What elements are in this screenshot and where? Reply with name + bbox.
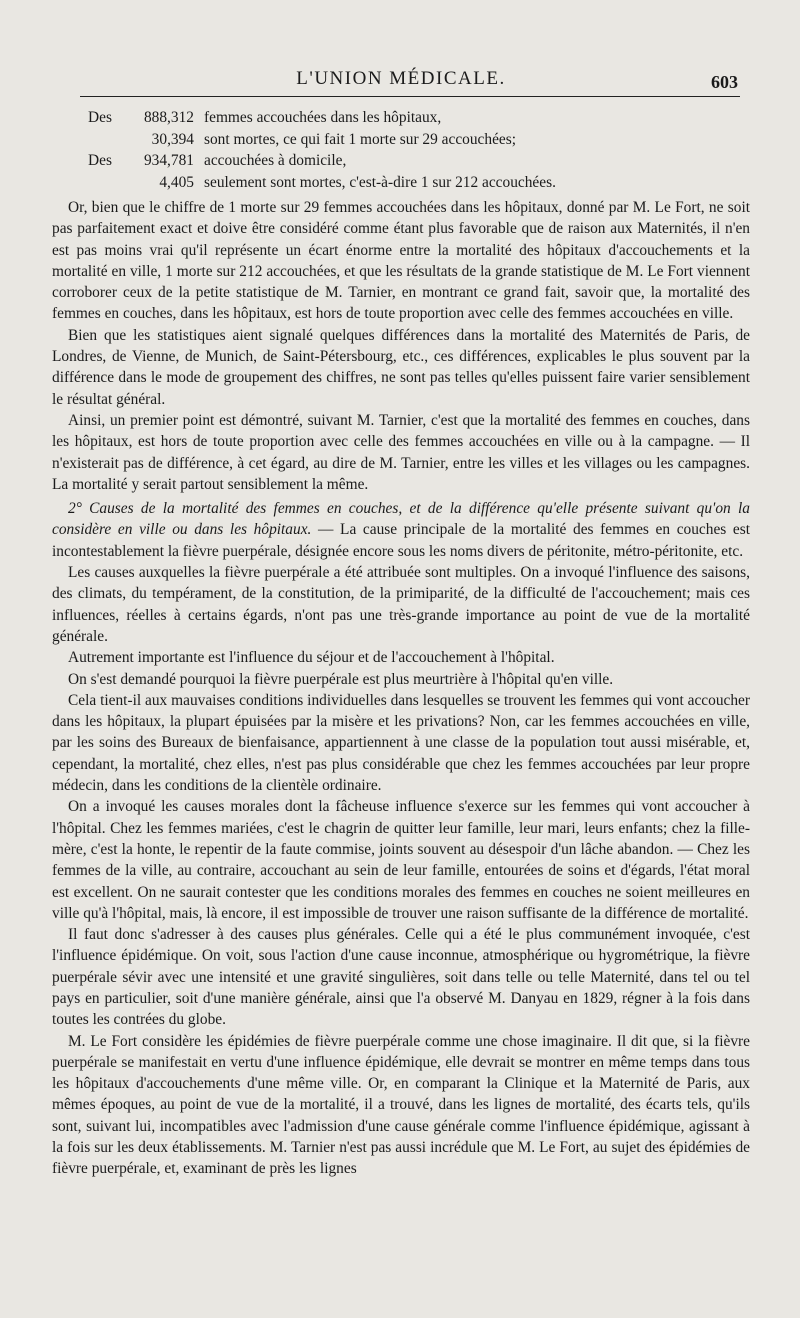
stat-number: 934,781 (143, 152, 194, 169)
section-text: — La cause principale de la mortalité des femmes en couches est incontestablement la fièvre puerpérale, désignée encore sous les noms divers de péritonite, métro-péritonite, etc. (52, 521, 751, 560)
stat-lead: Des (88, 109, 112, 126)
stat-lead (88, 129, 130, 151)
paragraph: Ainsi, un premier point est démontré, suivant M. Tarnier, c'est que la mortalité des femmes en couches, dans les hôpitaux, est hors de toute proportion avec celle des femmes accouchées en ville ou à la campagne. — Il n'existerait pas de différence, à cet égard, au dire de M. Tarnier, entre les villes et les villages ou les campagnes. La mortalité y serait partout sensiblement la même. (52, 411, 750, 493)
paragraph: Autrement importante est l'influence du séjour et de l'accouchement à l'hôpital. (68, 649, 555, 667)
paragraph: Les causes auxquelles la fièvre puerpérale a été attribuée sont multiples. On a invoqué l'influence des saisons, des climats, du tempérament, de la constitution, de la primiparité, de la difficulté de l'accouchement; mais ces influences, réelles à certains égards, n'ont pas une très-grande importance au point de vue de la mortalité générale. (52, 564, 750, 645)
stat-lead (88, 172, 130, 194)
stat-row (88, 107, 750, 129)
stat-text: femmes accouchées dans les hôpitaux, (204, 109, 442, 126)
page-header (52, 60, 750, 96)
paragraph: Bien que les statistiques aient signalé quelques différences dans la mortalité des Maternités de Paris, de Londres, de Vienne, de Munich, de Saint-Pétersbourg, etc., ces différences, explicables le plus souvent par la différence dans le mode de groupement des chiffres, ne sont pas telles qu'elles puissent faire varier sensiblement le résultat général. (52, 326, 750, 408)
stat-text: sont mortes, ce qui fait 1 morte sur 29 accouchées; (204, 130, 516, 148)
stat-row (88, 129, 750, 151)
stat-text: accouchées à domicile, (204, 152, 347, 169)
statistics-block (88, 107, 750, 193)
stat-row (88, 150, 750, 172)
paragraph: M. Le Fort considère les épidémies de fièvre puerpérale comme une chose imaginaire. Il dit que, si la fièvre puerpérale se manifestait en vertu d'une influence épidémique, elle devrait se montrer en même temps dans tous les hôpitaux d'accouchements d'une même ville. Or, en comparant la Clinique et la Maternité de Paris, aux mêmes époques, au point de vue de la mortalité, il a trouvé, dans les lignes de mortalité, des écarts tels, qu'ils sont, suivant lui, incompatibles avec l'admission d'une cause générale comme l'influence épidémique, agissant à la fois sur les deux établissements. M. Tarnier n'est pas aussi incrédule que M. Le Fort, au sujet des épidémies de fièvre puerpérale, et, examinant de près les lignes (52, 1032, 750, 1178)
stat-lead: Des (88, 152, 112, 169)
stat-text: seulement sont mortes, c'est-à-dire 1 sur 212 accouchées. (204, 173, 556, 191)
header-rule (80, 96, 740, 97)
section-heading: 2° Causes de la mortalité des femmes en couches, et de la différence qu'elle présente suivant qu'on la considère en ville ou dans les hôpitaux. (52, 500, 750, 539)
paragraph: Cela tient-il aux mauvaises conditions individuelles dans lesquelles se trouvent les femmes qui vont accoucher dans les hôpitaux, la plupart épuisées par la misère et les privations? Non, car les femmes accouchées en ville, par les soins des Bureaux de bienfaisance, appartiennent à une classe de la population tout aussi misérable, et, cependant, la mortalité, chez elles, n'est pas plus considérable que chez les femmes accouchées par leur propre médecin, dans les conditions de la clientèle ordinaire. (52, 691, 750, 795)
stat-number: 4,405 (159, 173, 194, 191)
stat-number: 888,312 (143, 109, 194, 126)
stat-number: 30,394 (151, 130, 194, 148)
paragraph: Il faut donc s'adresser à des causes plus générales. Celle qui a été le plus communément invoquée, c'est l'influence épidémique. On voit, sous l'action d'une cause inconnue, atmosphérique ou hygrométrique, la fièvre puerpérale sévir avec une intensité et une gravité singulières, soit dans telle ou telle Maternité, dans tel ou tel pays en particulier, soit d'une manière générale, ainsi que l'a observé M. Danyau en 1829, régner à la fois dans toutes les contrées du globe. (52, 926, 750, 1029)
paragraph: Or, bien que le chiffre de 1 morte sur 29 femmes accouchées dans les hôpitaux, donné par M. Le Fort, ne soit pas parfaitement exact et doive être considéré comme étant plus favorable que de raison aux Maternités, il n'en est pas moins vrai qu'il représente un écart énorme entre la mortalité des hôpitaux d'accouchements et la mortalité en ville, 1 morte sur 212 accouchées, et que les résultats de la grande statistique de M. Le Fort viennent corroborer ceux de la petite statistique de M. Tarnier, en montrant ce grand fait, savoir que, la mortalité des femmes en couches, dans les hôpitaux, est hors de toute proportion avec celle des femmes accouchées en ville. (52, 199, 750, 323)
stat-row (88, 172, 750, 194)
section-paragraph (52, 498, 750, 562)
paragraph: On a invoqué les causes morales dont la fâcheuse influence s'exerce sur les femmes qui vont accoucher à l'hôpital. Chez les femmes mariées, c'est le chagrin de quitter leur famille, leur mari, leurs enfants; chez la fille-mère, c'est la honte, le repentir de la faute commise, joints souvent au désespoir d'un lâche abandon. — Chez les femmes de la ville, au contraire, accouchant au sein de leur famille, entourées de soins et d'égards, l'état moral est excellent. On ne saurait contester que les conditions morales des femmes en couches ne soient meilleures en ville qu'à l'hôpital, mais, là encore, il est impossible de trouver une raison suffisante de la différence de mortalité. (52, 798, 750, 922)
page-number: 603 (711, 72, 738, 92)
article-body (52, 197, 750, 1180)
running-title: L'UNION MÉDICALE. (296, 68, 506, 89)
paragraph: On s'est demandé pourquoi la fièvre puerpérale est plus meurtrière à l'hôpital qu'en ville. (68, 670, 614, 688)
